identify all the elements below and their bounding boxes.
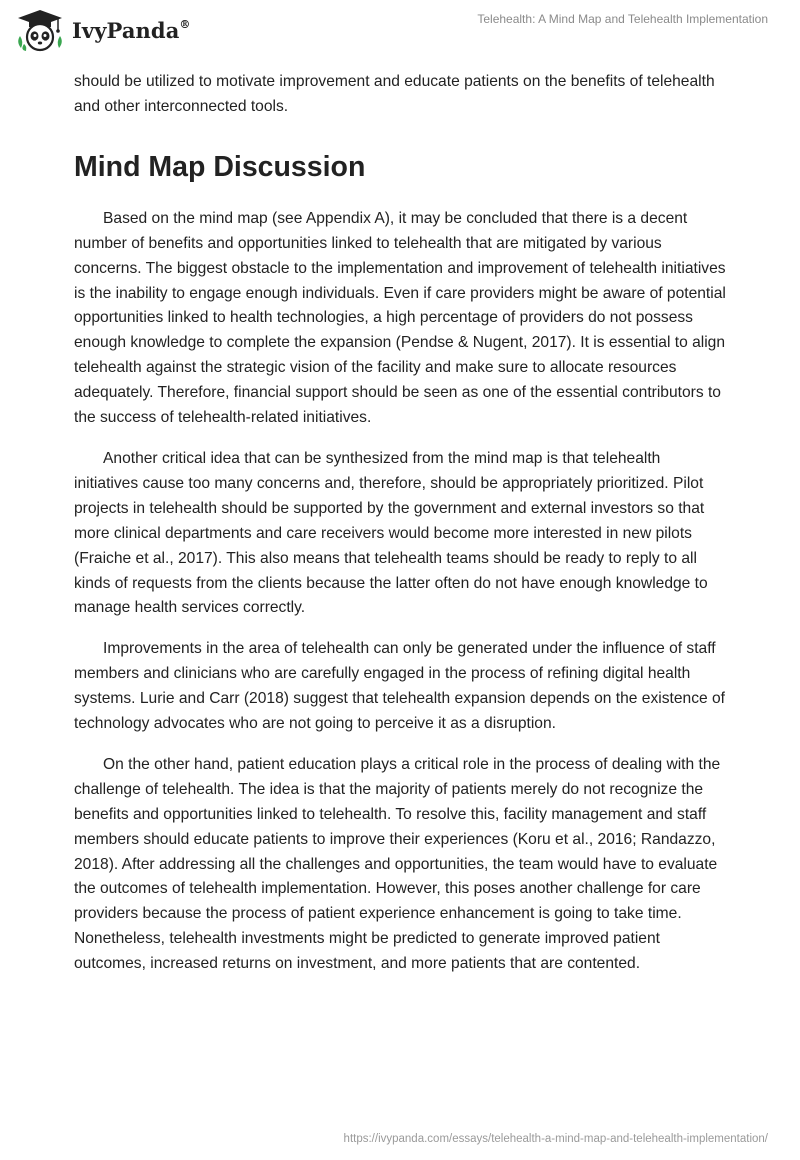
brand-name: IvyPanda® [72, 17, 191, 43]
paragraph-1: Based on the mind map (see Appendix A), it may be concluded that there is a decent number of benefits and opportunities linked to telehealth that are mitigated by various concerns. The biggest obstacle to the implementation and improvement of telehealth initiatives is the inability to engage enough individuals. Even if care providers might be aware of potential opportunities linked to health technologies, a high percentage of providers do not possess enough knowledge to complete the expansion (Pendse & Nugent, 2017). It is essential to align telehealth against the strategic vision of the facility and make sure to allocate resources adequately. Therefore, financial support should be seen as one of the essential contributors to the success of telehealth-related initiatives. [74, 209, 726, 427]
page-header [0, 0, 800, 60]
paragraph-2: Another critical idea that can be synthesized from the mind map is that telehealth initiatives cause too many concerns and, therefore, should be appropriately prioritized. Pilot projects in telehealth should be supported by the government and external investors so that more clinical departments and care receivers would become more interested in new pilots (Fraiche et al., 2017). This also means that telehealth teams should be ready to reply to all kinds of requests from the clients because the latter often do not have enough knowledge to manage health services correctly. [74, 449, 708, 617]
ivypanda-logo[interactable] [14, 8, 191, 52]
panda-graduate-icon [14, 8, 66, 52]
article-body [74, 70, 726, 993]
lead-paragraph: should be utilized to motivate improvement and educate patients on the benefits of telehealth and other interconnected tools. [74, 73, 715, 115]
paragraph-3: Improvements in the area of telehealth can only be generated under the influence of staff members and clinicians who are carefully engaged in the process of refining digital health systems. Lurie and Carr (2018) suggest that telehealth expansion depends on the existence of technology advocates who are not going to perceive it as a disruption. [74, 640, 726, 733]
paragraph-4: On the other hand, patient education plays a critical role in the process of dealing with the challenge of telehealth. The idea is that the majority of patients merely do not recognize the benefits and opportunities linked to telehealth. To resolve this, facility management and staff members should educate patients to improve their experiences (Koru et al., 2016; Randazzo, 2018). After addressing all the challenges and opportunities, the team would have to evaluate the outcomes of telehealth implementation. However, this poses another challenge for care providers because the process of patient experience enhancement is going to take time. Nonetheless, telehealth investments might be predicted to generate improved patient outcomes, increased returns on investment, and more patients that are contented. [74, 755, 721, 973]
section-heading: Mind Map Discussion [74, 150, 366, 183]
document-title: Telehealth: A Mind Map and Telehealth Implementation [477, 12, 768, 26]
source-url[interactable]: https://ivypanda.com/essays/telehealth-a-mind-map-and-telehealth-implementation/ [343, 1133, 768, 1145]
